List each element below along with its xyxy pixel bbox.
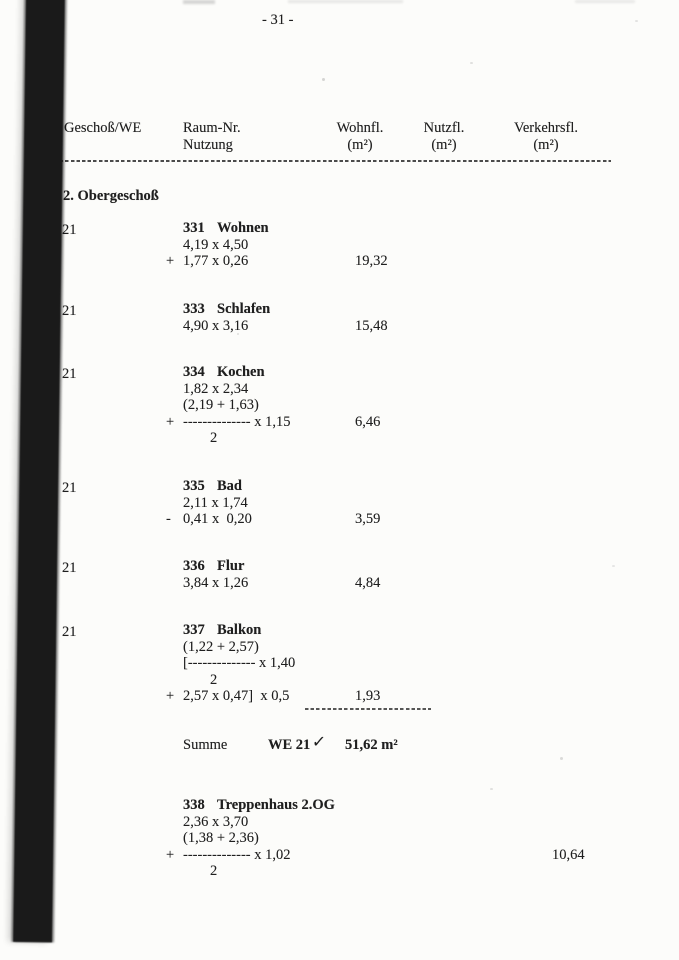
column-header-nutzfl-unit: (m²) xyxy=(431,137,457,153)
fraction-denominator: 2 xyxy=(210,863,218,880)
fraction-denominator: 2 xyxy=(210,430,218,447)
section-title-obergeschoss: 2. Obergeschoß xyxy=(63,188,159,204)
room-name: Treppenhaus 2.OG xyxy=(217,797,335,813)
room-name: Bad xyxy=(217,478,242,494)
scan-binding-bar xyxy=(13,0,65,942)
room-title xyxy=(183,558,248,575)
room-name: Balkon xyxy=(217,622,262,638)
calc-line xyxy=(183,574,381,592)
calc-line xyxy=(183,655,295,672)
we-number: 21 xyxy=(62,560,77,576)
room-title xyxy=(183,622,295,639)
room-block-336 xyxy=(62,558,381,591)
room-number: 336 xyxy=(183,558,205,574)
fraction-numerator-formula: [-------------- x 1,40 xyxy=(183,655,296,672)
we-number: 21 xyxy=(62,303,77,319)
summe-dashed-rule xyxy=(305,708,431,710)
calc-line xyxy=(183,639,295,656)
fraction-numerator-formula: -------------- x 1,02 xyxy=(183,846,291,863)
summe-label: Summe xyxy=(183,737,228,753)
column-header-wohnfl-unit: (m²) xyxy=(347,137,373,153)
scan-smudge xyxy=(575,0,635,3)
calc-line xyxy=(183,495,252,512)
scan-speck xyxy=(322,78,325,81)
calc-line xyxy=(183,237,269,254)
calc-line xyxy=(183,430,290,447)
dimension-formula: 2,11 x 1,74 xyxy=(183,494,248,511)
room-number: 334 xyxy=(183,364,205,380)
dimension-formula: 0,41 x 0,20 xyxy=(183,511,252,528)
calc-line xyxy=(166,253,388,270)
calc-line xyxy=(183,863,335,880)
room-number: 337 xyxy=(183,622,205,638)
calc-line xyxy=(183,830,335,847)
operator-sign: + xyxy=(166,846,175,863)
scan-smudge xyxy=(183,0,215,4)
wohnfl-value: 15,48 xyxy=(355,317,388,334)
fraction-numerator-formula: -------------- x 1,15 xyxy=(183,413,291,430)
room-name: Wohnen xyxy=(217,220,269,236)
verkehrsfl-value: 10,64 xyxy=(552,846,585,863)
we-number: 21 xyxy=(62,366,77,382)
calc-line xyxy=(183,397,290,414)
scan-speck xyxy=(635,20,638,22)
wohnfl-value: 4,84 xyxy=(355,574,381,591)
room-number: 335 xyxy=(183,478,205,494)
room-block-333 xyxy=(62,301,388,334)
room-title xyxy=(183,478,252,495)
calc-line xyxy=(183,672,295,689)
room-number: 338 xyxy=(183,797,205,813)
column-header-verkehrsfl-unit: (m²) xyxy=(533,137,559,153)
column-header-geschoss-we: Geschoß/WE xyxy=(64,120,142,136)
dimension-formula: (1,38 + 2,36) xyxy=(183,830,259,847)
calc-line xyxy=(183,317,388,335)
room-title xyxy=(183,364,290,381)
wohnfl-value: 3,59 xyxy=(355,511,381,528)
dimension-formula: 1,77 x 0,26 xyxy=(183,253,249,270)
fraction-denominator: 2 xyxy=(210,671,218,688)
room-name: Flur xyxy=(217,558,245,574)
column-header-wohnfl: Wohnfl. xyxy=(336,120,384,136)
operator-sign: + xyxy=(166,253,175,270)
room-title xyxy=(183,220,269,237)
dimension-formula: 4,90 x 3,16 xyxy=(183,317,249,334)
calc-line xyxy=(166,846,585,864)
room-number: 333 xyxy=(183,301,205,317)
checkmark-icon: ✓ xyxy=(311,734,327,751)
room-block-335 xyxy=(62,478,381,528)
column-header-raum-nr: Raum-Nr. xyxy=(183,120,241,136)
dimension-formula: 2,57 x 0,47] x 0,5 xyxy=(183,688,290,705)
operator-sign: + xyxy=(166,413,175,430)
calc-line xyxy=(166,688,381,705)
scan-speck xyxy=(560,757,563,760)
scan-smudge xyxy=(288,0,403,3)
dimension-formula: (1,22 + 2,57) xyxy=(183,638,259,655)
calc-line xyxy=(183,814,335,831)
summe-we-label: WE 21 xyxy=(268,737,311,753)
room-name: Kochen xyxy=(217,364,265,380)
wohnfl-value: 6,46 xyxy=(355,413,381,430)
room-block-338 xyxy=(166,797,585,880)
room-block-337 xyxy=(62,622,381,705)
header-dashed-rule xyxy=(54,160,611,162)
column-header-verkehrsfl: Verkehrsfl. xyxy=(513,120,579,136)
scan-speck xyxy=(612,565,615,567)
dimension-formula: 2,36 x 3,70 xyxy=(183,813,249,830)
operator-sign: + xyxy=(166,688,175,705)
wohnfl-value: 1,93 xyxy=(355,688,381,705)
room-number: 331 xyxy=(183,220,205,236)
dimension-formula: (2,19 + 1,63) xyxy=(183,397,259,414)
we-number: 21 xyxy=(62,222,77,238)
dimension-formula: 1,82 x 2,34 xyxy=(183,380,249,397)
page-number: - 31 - xyxy=(262,12,294,28)
calc-line xyxy=(183,381,290,398)
room-name: Schlafen xyxy=(217,301,271,317)
dimension-formula: 4,19 x 4,50 xyxy=(183,236,249,253)
wohnfl-value: 19,32 xyxy=(355,253,388,270)
dimension-formula: 3,84 x 1,26 xyxy=(183,574,249,591)
scan-speck xyxy=(490,788,493,790)
room-block-331 xyxy=(62,220,388,270)
room-block-334 xyxy=(62,364,381,447)
column-header-nutzung: Nutzung xyxy=(183,137,233,153)
we-number: 21 xyxy=(62,624,77,640)
room-title xyxy=(183,301,270,318)
summe-total-value: 51,62 m² xyxy=(345,737,398,753)
room-title xyxy=(183,797,335,814)
calc-line xyxy=(166,511,381,528)
calc-line xyxy=(166,413,381,431)
we-number: 21 xyxy=(62,480,77,496)
operator-sign: - xyxy=(166,511,171,528)
column-header-nutzfl: Nutzfl. xyxy=(423,120,465,136)
scan-speck xyxy=(470,62,473,64)
